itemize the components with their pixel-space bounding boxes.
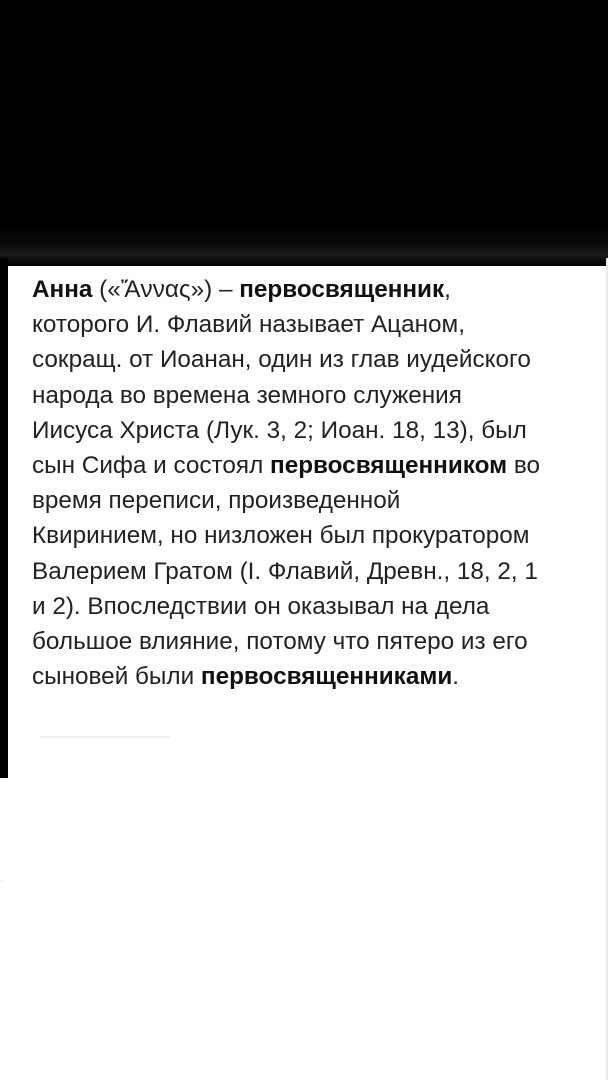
text-segment: во: [507, 452, 541, 480]
article-line: [32, 413, 604, 448]
text-segment: ,: [444, 276, 451, 303]
article-line: [32, 554, 604, 589]
text-segment: («Ἄννας») –: [92, 276, 240, 303]
article-line: [32, 624, 604, 659]
bold-term: первосвященник: [239, 276, 445, 303]
text-segment: большое влияние, потому что пятеро из его: [32, 628, 528, 656]
article-line: [32, 589, 604, 624]
article-line: [32, 483, 604, 518]
scan-smudge: [0, 880, 4, 882]
article-text: [32, 272, 604, 694]
text-segment: сыновей были: [32, 663, 201, 691]
top-black-region: [0, 0, 608, 262]
text-segment: Квиринием, но низложен был прокуратором: [32, 522, 530, 550]
text-segment: Валерием Гратом (I. Флавий, Древн., 18, 2, 1: [32, 557, 538, 585]
text-segment: сокращ. от Иоанан, один из глав иудейского: [32, 346, 531, 374]
text-segment: сын Сифа и состоял: [32, 452, 271, 480]
bold-term: Анна: [32, 276, 93, 303]
article-line: [32, 272, 604, 307]
bold-term: первосвященником: [270, 452, 508, 480]
text-segment: .: [452, 663, 460, 691]
text-segment: Иисуса Христа (Лук. 3, 2; Иоан. 18, 13), был: [32, 416, 527, 444]
article-line: [32, 342, 604, 377]
article-line: [32, 378, 604, 413]
article-line: [32, 307, 604, 342]
article-line: [32, 448, 604, 483]
bold-term: первосвященниками: [200, 663, 453, 691]
text-segment: которого И. Флавий называет Ацаном,: [32, 311, 466, 339]
left-black-bar: [0, 258, 8, 778]
article-line: [32, 518, 604, 553]
top-black-edge: [0, 226, 608, 266]
scan-smudge: [40, 736, 170, 738]
text-segment: и 2). Впоследствии он оказывал на дела: [32, 592, 490, 620]
text-segment: время переписи, произведенной: [32, 487, 401, 515]
article-line: [32, 659, 604, 694]
text-segment: народа во времена земного служения: [32, 381, 462, 409]
